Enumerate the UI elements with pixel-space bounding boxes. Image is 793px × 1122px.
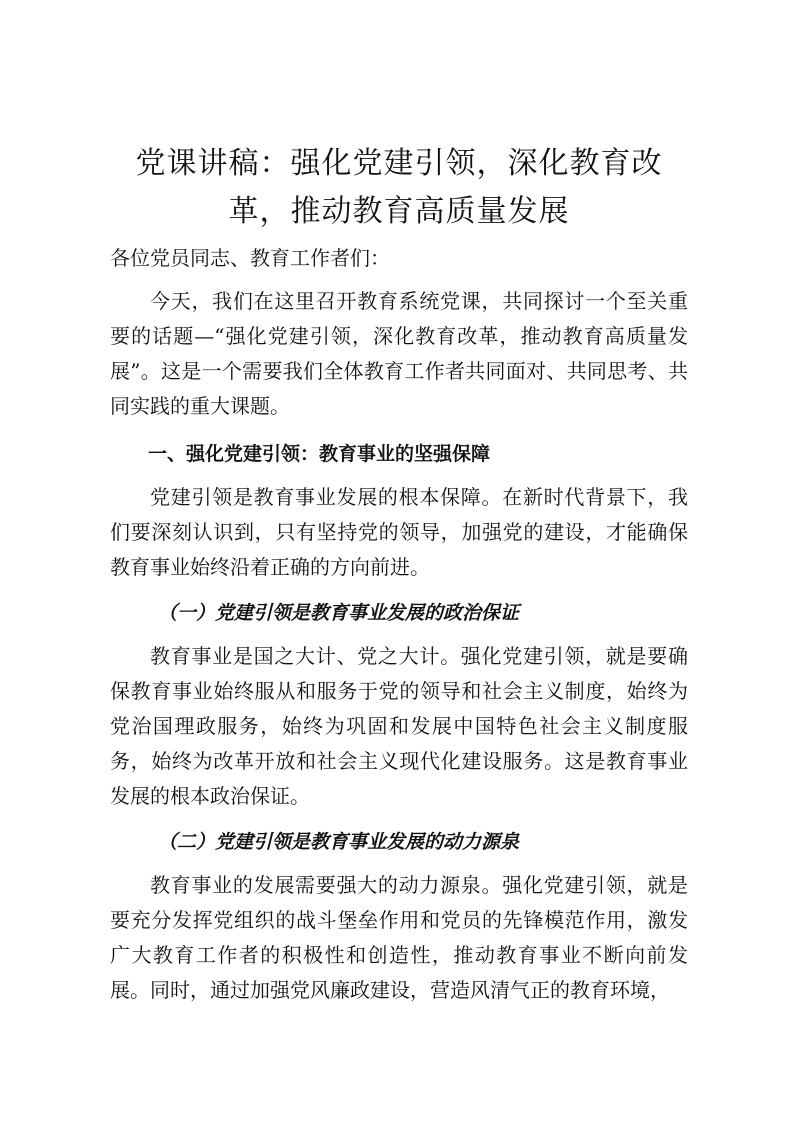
salutation: 各位党员同志、教育工作者们：	[110, 246, 390, 270]
subsection-1-paragraph: 教育事业是国之大计、党之大计。强化党建引领，就是要确保教育事业始终服从和服务于党的领导和社会主义制度，始终为党治国理政服务，始终为巩固和发展中国特色社会主义制度服务，始终为改革开放和社会主义现代化建设服务。这是教育事业发展的根本政治保证。	[110, 644, 688, 808]
intro-paragraph: 今天，我们在这里召开教育系统党课，共同探讨一个至关重要的话题—“强化党建引领，深化教育改革，推动教育高质量发展”。这是一个需要我们全体教育工作者共同面对、共同思考、共同实践的重大课题。	[110, 289, 688, 418]
subsection-1-heading: （一）党建引领是教育事业发展的政治保证	[158, 602, 520, 624]
subsection-2-heading: （二）党建引领是教育事业发展的动力源泉	[158, 831, 520, 853]
section-1-paragraph: 党建引领是教育事业发展的根本保障。在新时代背景下，我们要深刻认识到，只有坚持党的领导，加强党的建设，才能确保教育事业始终沿着正确的方向前进。	[110, 485, 688, 579]
document-page	[110, 140, 688, 1008]
document-title: 党课讲稿：强化党建引领，深化教育改革，推动教育高质量发展	[135, 146, 663, 229]
subsection-2-paragraph: 教育事业的发展需要强大的动力源泉。强化党建引领，就是要充分发挥党组织的战斗堡垒作用和党员的先锋模范作用，激发广大教育工作者的积极性和创造性，推动教育事业不断向前发展。同时，通过加强党风廉政建设，营造风清气正的教育环境，	[110, 873, 688, 1002]
section-1-heading: 一、强化党建引领：教育事业的坚强保障	[148, 443, 491, 465]
